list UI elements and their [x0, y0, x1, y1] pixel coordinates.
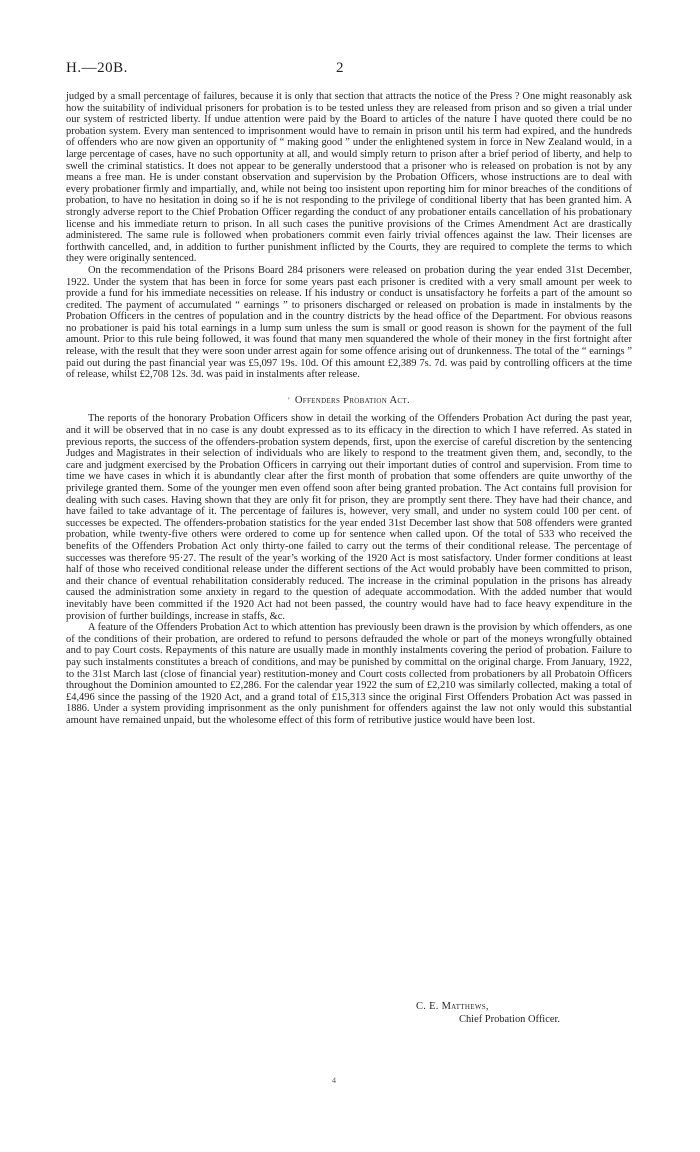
paragraph-restitution: A feature of the Offenders Probation Act to which attention has previously been drawn is the provision by which offenders, as one of the conditions of their probation, are ordered to refund to persons defrauded the whole or part of the moneys wrongfully obtained and to pay Court costs. Repayments of this nature are usually made in monthly instalments covering the period of probation. Failure to pay such instalments constitutes a breach of conditions, and may be punished by committal on the original charge. From January, 1922, to the 31st March last (close of financial year) restitution-money and Court costs collected from probationers by all Probatoin Officers throughout the Dominion amounted to £2,286. For the calendar year 1922 the sum of £2,210 was similarly collected, making a total of £4,496 since the passing of the 1920 Act, and a grand total of £15,313 since the original First Offenders Probation Act was passed in 1886. Under a system providing imprisonment as the only punishment for offenders against the law not only would this substantial amount have remained unpaid, but the wholesome effect of this form of retributive justice would have been lost.: [66, 622, 632, 726]
footer-mark: 4: [332, 1076, 336, 1085]
signatory-name: C. E. Matthews,: [416, 1001, 489, 1012]
paragraph-continued: judged by a small percentage of failures, because it is only that section that attracts the notice of the Press ? One might reasonably ask how the suitability of individual prisoners for probation is to be tested unless they are released from prison and so given a trial under our system of restricted liberty. If undue attention were paid by the Board to articles of the nature I have quoted there could be no probation system. Every man sentenced to imprisonment would have to remain in prison until his term had expired, and the hundreds of offenders who are now given an opportunity of “ making good ” under the enlightened system in force in New Zealand would, in a large percentage of cases, have no such opportunity at all, and would simply return to prison after a brief period of liberty, and help to swell the criminal statistics. It does not appear to be generally understood that a prisoner who is released on probation is not by any means a free man. He is under constant observation and supervision by the Probation Officers, whose instructions are to deal with every probationer firmly and impartially, and, while not being too insistent upon reporting him for minor breaches of the conditions of probation, to have no hesitation in doing so if he is not responding to the privilege of conditional liberty that has been granted him. A strongly adverse report to the Chief Probation Officer regarding the conduct of any probationer entails cancellation of his probationary license and his immediate return to prison. In all such cases the punitive provisions of the Crimes Amendment Act are drastically administered. The same rule is followed when probationers commit even fairly trivial offences against the law. Their licenses are forthwith cancelled, and, in addition to further punishment inflicted by the Courts, they are required to complete the terms to which they were originally sentenced.: [66, 91, 632, 265]
signature-block: [66, 1001, 632, 1041]
section-marker: ': [288, 395, 290, 405]
signatory-title: Chief Probation Officer.: [459, 1014, 560, 1025]
document-reference: H.—20B.: [66, 60, 128, 76]
section-heading-text: Offenders Probation Act.: [294, 394, 410, 406]
paragraph-prisons-board: On the recommendation of the Prisons Board 284 prisoners were released on probation during the year ended 31st December, 1922. Under the system that has been in force for some years past each prisoner is credited with a very small amount per week to provide a fund for his immediate necessities on release. If his industry or conduct is unsatisfactory he forfeits a part of the amount so credited. The payment of accumulated “ earnings ” to prisoners discharged or released on probation is made in instalments by the Probation Officers in the centres of population and in the country districts by the head office of the Department. For obvious reasons no probationer is paid his total earnings in a lump sum unless the sum is small or good reason is shown for the payment of the full amount. Prior to this rule being followed, it was found that many men squandered the whole of their money in the first fortnight after release, with the result that they were soon under arrest again for some offence arising out of drunkenness. The total of the “ earnings ” paid out during the past financial year was £5,097 19s. 10d. Of this amount £2,389 7s. 7d. was paid by controlling officers at the time of release, whilst £2,708 12s. 3d. was paid in instalments after release.: [66, 264, 632, 381]
page-header: [66, 60, 636, 80]
report-body: [66, 91, 632, 726]
page-number: 2: [336, 60, 344, 76]
section-heading: [66, 395, 632, 407]
paragraph-offenders-act: The reports of the honorary Probation Officers show in detail the working of the Offenders Probation Act during the past year, and it will be observed that in no case is any doubt expressed as to its efficacy in the direction to which I have referred. As stated in previous reports, the success of the offenders-probation system depends, first, upon the exercise of careful discretion by the sentencing Judges and Magistrates in their selection of individuals who are likely to respond to the treatment given them, and, secondly, to the care and judgment exercised by the Probation Officers in carrying out their important duties of control and supervision. From time to time we have cases in which it is abundantly clear after the first month of probation that some offenders are quite unworthy of the privilege granted them. Some of the younger men even offend soon after being granted probation. The Act contains full provision for dealing with such cases. Having shown that they are only fit for prison, they are promptly sent there. They have had their chance, and have failed to take advantage of it. The percentage of failures is, however, very small, and under no system could 100 per cent. of successes be expected. The offenders-probation statistics for the year ended 31st December last show that 508 offenders were granted probation, while twenty-five others were ordered to come up for sentence when called upon. Of the total of 533 who received the benefits of the Offenders Probation Act only thirty-one failed to carry out the terms of their conditional release. The percentage of successes was therefore 95·27. The result of the year’s working of the 1920 Act is most satisfactory. Under former conditions at least half of those who received conditional release under the different sections of the Act would probably have been committed to prison, and their chance of eventual rehabilitation considerably reduced. The increase in the criminal population in the prisons has already caused the administration some anxiety in regard to the question of adequate accommodation. With the added number that would inevitably have been committed if the 1920 Act had not been passed, the country would have had to face heavy expenditure in the provision of further buildings, increase in staffs, &c.: [66, 413, 632, 622]
